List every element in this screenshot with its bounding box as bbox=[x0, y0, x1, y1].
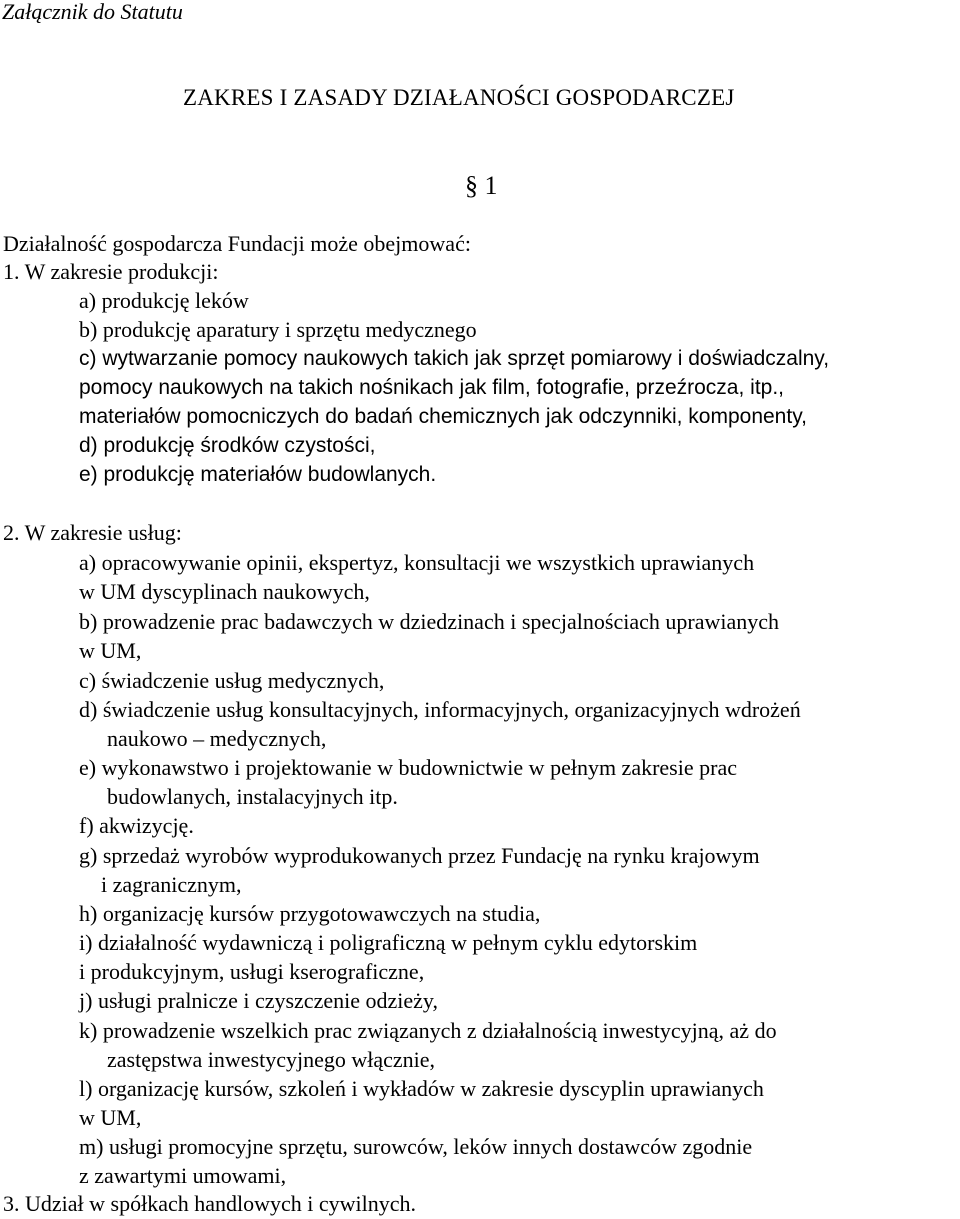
section-1-item-b: b) produkcję aparatury i sprzętu medycznego bbox=[79, 317, 477, 342]
section-2-item-m: m) usługi promocyjne sprzętu, surowców, leków innych dostawców zgodnie bbox=[79, 1134, 753, 1159]
section-2-item-g-cont: i zagranicznym, bbox=[101, 872, 242, 897]
section-1-item-e: e) produkcję materiałów budowlanych. bbox=[79, 463, 437, 486]
document-title: ZAKRES I ZASADY DZIAŁANOŚCI GOSPODARCZEJ bbox=[183, 85, 735, 110]
attachment-header: Załącznik do Statutu bbox=[2, 0, 183, 24]
section-1-item-c-cont1: pomocy naukowych na takich nośnikach jak film, fotografie, przeźrocza, itp., bbox=[79, 376, 784, 399]
section-2-item-l-cont: w UM, bbox=[79, 1105, 142, 1130]
section-1-item-d: d) produkcję środków czystości, bbox=[79, 434, 376, 457]
section-1-item-c-cont2: materiałów pomocniczych do badań chemicznych jak odczynniki, komponenty, bbox=[79, 405, 807, 428]
section-2-item-b-cont: w UM, bbox=[79, 638, 142, 663]
section-2-item-c: c) świadczenie usług medycznych, bbox=[79, 668, 385, 693]
section-2-item-j: j) usługi pralnicze i czyszczenie odzieży, bbox=[79, 988, 438, 1013]
intro-text: Działalność gospodarcza Fundacji może obejmować: bbox=[3, 231, 471, 256]
section-1-item-c: c) wytwarzanie pomocy naukowych takich jak sprzęt pomiarowy i doświadczalny, bbox=[79, 347, 830, 370]
section-2-item-a: a) opracowywanie opinii, ekspertyz, konsultacji we wszystkich uprawianych bbox=[79, 550, 755, 575]
section-2-item-e: e) wykonawstwo i projektowanie w budownictwie w pełnym zakresie prac bbox=[79, 755, 737, 780]
section-3-heading: 3. Udział w spółkach handlowych i cywilnych. bbox=[3, 1191, 417, 1216]
section-2-item-i: i) działalność wydawniczą i poligraficzną w pełnym cyklu edytorskim bbox=[79, 930, 698, 955]
section-2-item-f: f) akwizycję. bbox=[79, 813, 194, 838]
paragraph-mark: § 1 bbox=[465, 171, 498, 200]
section-2-item-e-cont: budowlanych, instalacyjnych itp. bbox=[107, 784, 398, 809]
section-2-item-l: l) organizację kursów, szkoleń i wykładów w zakresie dyscyplin uprawianych bbox=[79, 1076, 764, 1101]
section-2-item-d: d) świadczenie usług konsultacyjnych, informacyjnych, organizacyjnych wdrożeń bbox=[79, 697, 801, 722]
section-1-item-a: a) produkcję leków bbox=[79, 288, 249, 313]
section-2-heading: 2. W zakresie usług: bbox=[3, 520, 182, 545]
section-1-heading: 1. W zakresie produkcji: bbox=[3, 259, 219, 284]
section-2-item-a-cont: w UM dyscyplinach naukowych, bbox=[79, 579, 370, 604]
section-2-item-b: b) prowadzenie prac badawczych w dziedzinach i specjalnościach uprawianych bbox=[79, 609, 779, 634]
section-2-item-m-cont: z zawartymi umowami, bbox=[79, 1163, 287, 1188]
section-2-item-i-cont: i produkcyjnym, usługi kserograficzne, bbox=[79, 959, 425, 984]
section-2-item-k-cont: zastępstwa inwestycyjnego włącznie, bbox=[107, 1047, 436, 1072]
section-2-item-d-cont: naukowo – medycznych, bbox=[107, 726, 327, 751]
section-2-item-k: k) prowadzenie wszelkich prac związanych z działalnością inwestycyjną, aż do bbox=[79, 1018, 777, 1043]
section-2-item-g: g) sprzedaż wyrobów wyprodukowanych przez Fundację na rynku krajowym bbox=[79, 843, 760, 868]
section-2-item-h: h) organizację kursów przygotowawczych na studia, bbox=[79, 901, 541, 926]
